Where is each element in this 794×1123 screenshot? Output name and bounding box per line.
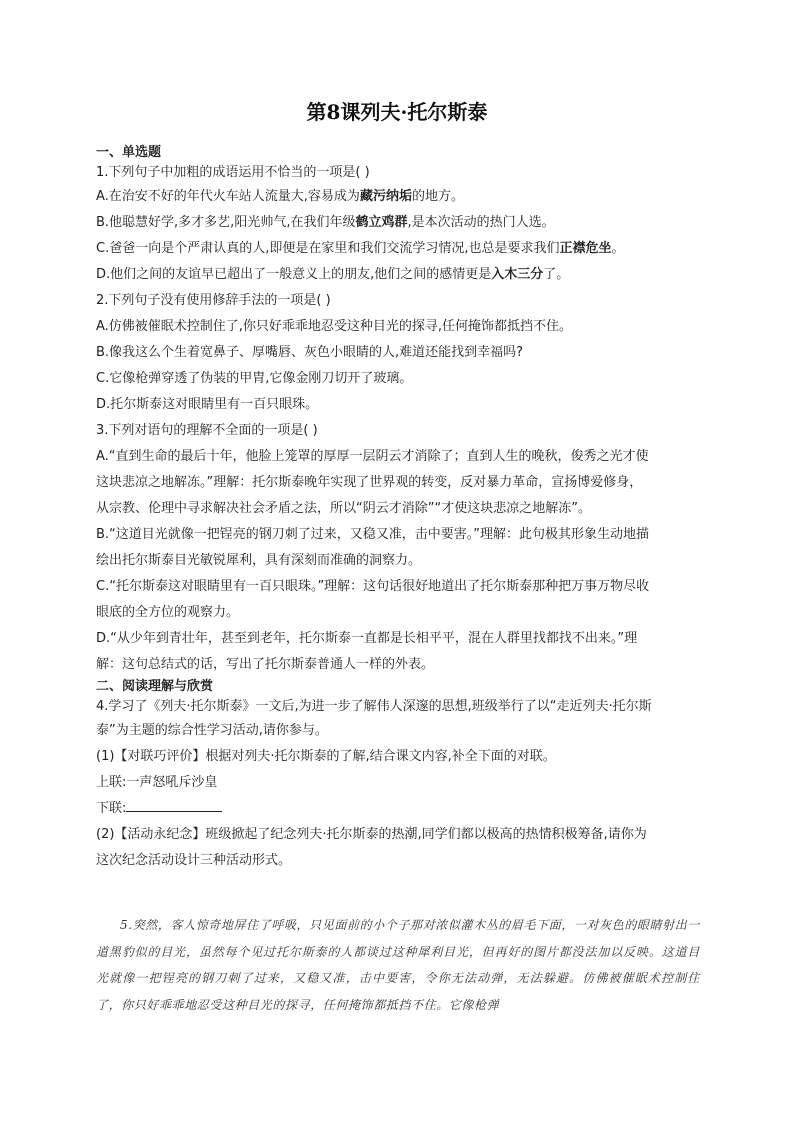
question-2-option-c: C.它像枪弹穿透了伪装的甲胄,它像金刚刀切开了玻璃。 [96,371,413,386]
question-4-stem-line-1: 4.学习了《列夫·托尔斯泰》一文后,为进一步了解伟人深邃的思想,班级举行了以“走近列夫·托尔斯 [96,699,652,714]
bold-idiom: 入木三分 [491,267,544,282]
question-3-option-a-line-3: 从宗教、伦理中寻求解决社会矛盾之法，所以“阴云才消除”“才使这块悲凉之地解冻”。 [96,501,591,516]
question-2-stem: 2.下列句子没有使用修辞手法的一项是( ) [96,293,331,308]
question-3-option-d-line-1: D.“从少年到青壮年，甚至到老年，托尔斯泰一直都是长相平平，混在人群里找都找不出来。”理 [96,631,638,646]
question-4-stem-line-2: 泰”为主题的综合性学习活动,请你参与。 [96,723,328,738]
question-3-option-b-line-2: 绘出托尔斯泰目光敏锐犀利，具有深刻而准确的洞察力。 [96,553,422,568]
section-heading-reading: 二、阅读理解与欣赏 [96,679,214,694]
question-4-part-1: (1)【对联巧评价】根据对列夫·托尔斯泰的了解,结合课文内容,补全下面的对联。 [96,749,556,764]
question-1-option-b: B.他聪慧好学,多才多艺,阳光帅气,在我们年级鹤立鸡群,是本次活动的热门人选。 [96,215,555,230]
section-heading-single-choice: 一、单选题 [96,145,162,160]
answer-blank[interactable] [126,797,222,812]
couplet-upper: 上联:一声怒吼斥沙皇 [96,775,218,790]
question-3-option-c-line-1: C.“托尔斯泰这对眼睛里有一百只眼珠。”理解：这句话很好地道出了托尔斯泰那种把万事万物尽收 [96,579,650,594]
document-body [96,144,700,874]
page-title: 第8课列夫·托尔斯泰 [306,100,488,124]
question-1-option-d: D.他们之间的友谊早已超出了一般意义上的朋友,他们之间的感情更是入木三分了。 [96,267,570,282]
question-5-passage: 5.突然，客人惊奇地屏住了呼吸，只见面前的小个子那对浓似灌木丛的眉毛下面，一对灰色的眼睛射出一道黑豹似的目光，虽然每个见过托尔斯泰的人都谈过这种犀利目光，但再好的图片都没法加以反映。这道目光就像一把锃亮的钢刀刺了过来，又稳又准，击中要害，令你无法动弹，无法躲避。仿佛被催眠术控制住了，你只好乖乖地忍受这种目光的探寻，任何掩饰都抵挡不住。它像枪弹 [96,918,700,1012]
bold-idiom: 藏污纳垢 [359,189,412,204]
bold-idiom: 正襟危坐 [559,241,612,256]
bold-idiom: 鹤立鸡群 [355,215,408,230]
couplet-lower: 下联: [96,796,700,822]
question-3-option-c-line-2: 眼底的全方位的观察力。 [96,605,240,620]
question-2-option-d: D.托尔斯泰这对眼睛里有一百只眼珠。 [96,397,319,412]
question-4-part-2-line-2: 这次纪念活动设计三种活动形式。 [96,853,292,868]
question-4-part-2-line-1: (2)【活动永纪念】班级掀起了纪念列夫·托尔斯泰的热潮,同学们都以极高的热情积极筹备,请你为 [96,827,647,842]
question-1-option-c: C.爸爸一向是个严肃认真的人,即便是在家里和我们交流学习情况,也总是要求我们正襟危坐。 [96,241,625,256]
question-2-option-a: A.仿佛被催眠术控制住了,你只好乖乖地忍受这种目光的探寻,任何掩饰都抵挡不住。 [96,319,573,334]
question-3-option-a-line-2: 这块悲凉之地解冻。”理解：托尔斯泰晚年实现了世界观的转变，反对暴力革命，宣扬博爱修身， [96,475,643,490]
question-3-option-b-line-1: B.“这道目光就像一把锃亮的钢刀刺了过来，又稳又准，击中要害。”理解：此句极其形象生动地描 [96,527,650,542]
question-1-option-a: A.在治安不好的年代火车站人流量大,容易成为藏污纳垢的地方。 [96,189,464,204]
question-3-option-a-line-1: A.“直到生命的最后十年，他脸上笼罩的厚厚一层阴云才消除了；直到人生的晚秋，俊秀之光才使 [96,449,649,464]
question-3-stem: 3.下列对语句的理解不全面的一项是( ) [96,423,318,438]
question-1-stem: 1.下列句子中加粗的成语运用不恰当的一项是( ) [96,165,370,180]
question-2-option-b: B.像我这么个生着宽鼻子、厚嘴唇、灰色小眼睛的人,难道还能找到幸福吗? [96,345,524,360]
question-3-option-d-line-2: 解：这句总结式的话，写出了托尔斯泰普通人一样的外表。 [96,657,435,672]
